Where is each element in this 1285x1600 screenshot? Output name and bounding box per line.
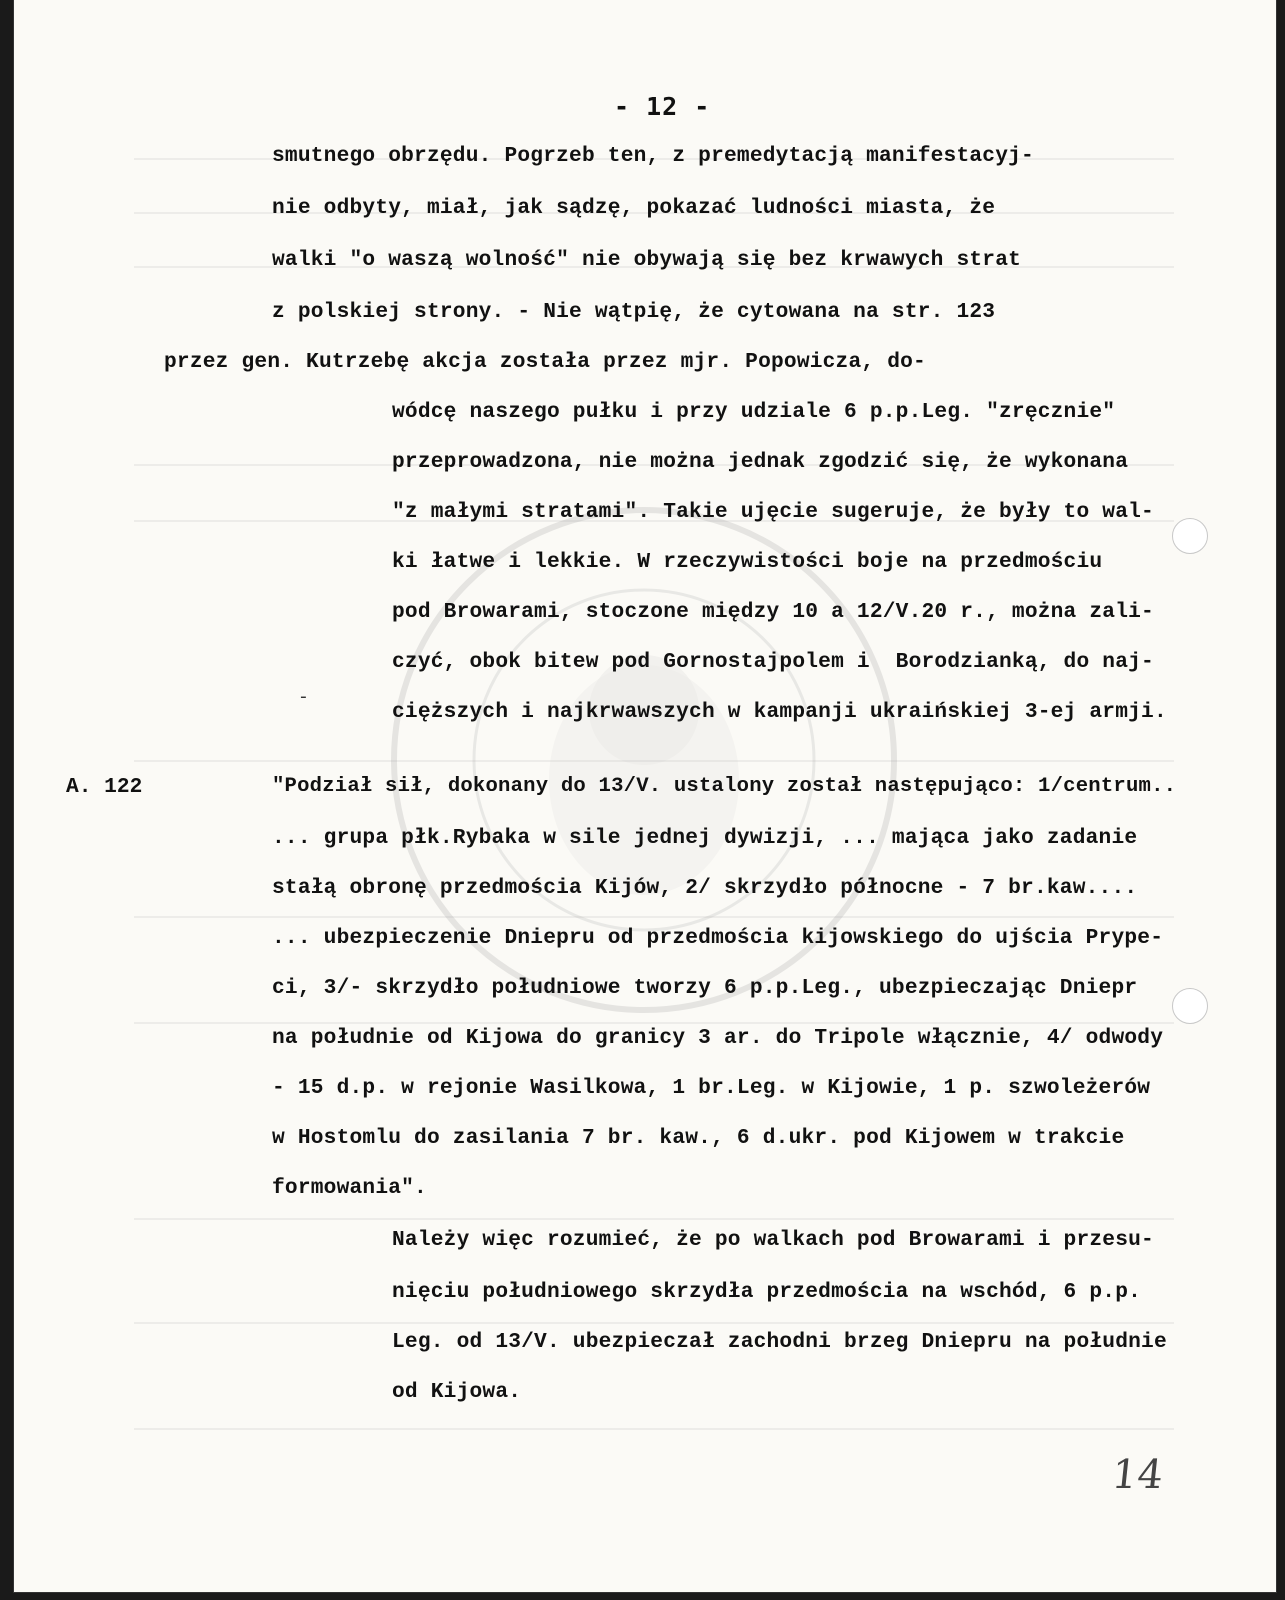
- handwritten-page-number: 14: [1109, 1452, 1166, 1498]
- closing-line: Należy więc rozumieć, że po walkach pod Browarami i przesu-: [392, 1228, 1154, 1252]
- margin-reference: A. 122: [66, 775, 143, 799]
- body-line: czyć, obok bitew pod Gornostajpolem i Borodzianką, do naj-: [392, 650, 1154, 674]
- bleed-through-line: [134, 1428, 1174, 1430]
- document-page: [14, 0, 1276, 1592]
- quote-line: formowania".: [272, 1176, 427, 1200]
- closing-line: od Kijowa.: [392, 1380, 522, 1404]
- body-line: smutnego obrzędu. Pogrzeb ten, z premedytacją manifestacyj-: [272, 144, 1034, 168]
- quote-line: ci, 3/- skrzydło południowe tworzy 6 p.p.Leg., ubezpieczając Dniepr: [272, 976, 1138, 1000]
- body-line: ki łatwe i lekkie. W rzeczywistości boje na przedmościu: [392, 550, 1103, 574]
- bleed-through-line: [134, 1322, 1174, 1324]
- binder-hole: [1172, 988, 1208, 1024]
- quote-line: w Hostomlu do zasilania 7 br. kaw., 6 d.ukr. pod Kijowem w trakcie: [272, 1126, 1125, 1150]
- body-line: cięższych i najkrwawszych w kampanji ukraińskiej 3-ej armji.: [392, 700, 1167, 724]
- binder-hole: [1172, 518, 1208, 554]
- bleed-through-line: [134, 1218, 1174, 1220]
- closing-line: Leg. od 13/V. ubezpieczał zachodni brzeg Dniepru na południe: [392, 1330, 1167, 1354]
- quote-line: stałą obronę przedmościa Kijów, 2/ skrzydło północne - 7 br.kaw....: [272, 876, 1138, 900]
- body-line: "z małymi stratami". Takie ujęcie sugeruje, że były to wal-: [392, 500, 1154, 524]
- quote-line: - 15 d.p. w rejonie Wasilkowa, 1 br.Leg. w Kijowie, 1 p. szwoleżerów: [272, 1076, 1151, 1100]
- body-line: walki "o waszą wolność" nie obywają się bez krwawych strat: [272, 248, 1022, 272]
- quote-line: ... ubezpieczenie Dniepru od przedmościa kijowskiego do ujścia Prype-: [272, 926, 1164, 950]
- page-number: - 12 -: [614, 92, 711, 121]
- body-line: pod Browarami, stoczone między 10 a 12/V.20 r., można zali-: [392, 600, 1154, 624]
- body-line: nie odbyty, miał, jak sądzę, pokazać ludności miasta, że: [272, 196, 996, 220]
- stray-mark: -: [298, 688, 309, 708]
- body-line: wódcę naszego pułku i przy udziale 6 p.p.Leg. "zręcznie": [392, 400, 1116, 424]
- quote-line: "Podział sił, dokonany do 13/V. ustalony został następująco: 1/centrum..: [272, 775, 1177, 798]
- body-line: z polskiej strony. - Nie wątpię, że cytowana na str. 123: [272, 300, 996, 324]
- closing-line: nięciu południowego skrzydła przedmościa na wschód, 6 p.p.: [392, 1280, 1142, 1304]
- body-line: przez gen. Kutrzebę akcja została przez mjr. Popowicza, do-: [164, 350, 926, 374]
- quote-line: na południe od Kijowa do granicy 3 ar. do Tripole włącznie, 4/ odwody: [272, 1026, 1164, 1050]
- body-line: przeprowadzona, nie można jednak zgodzić się, że wykonana: [392, 450, 1129, 474]
- quote-line: ... grupa płk.Rybaka w sile jednej dywizji, ... mająca jako zadanie: [272, 826, 1138, 850]
